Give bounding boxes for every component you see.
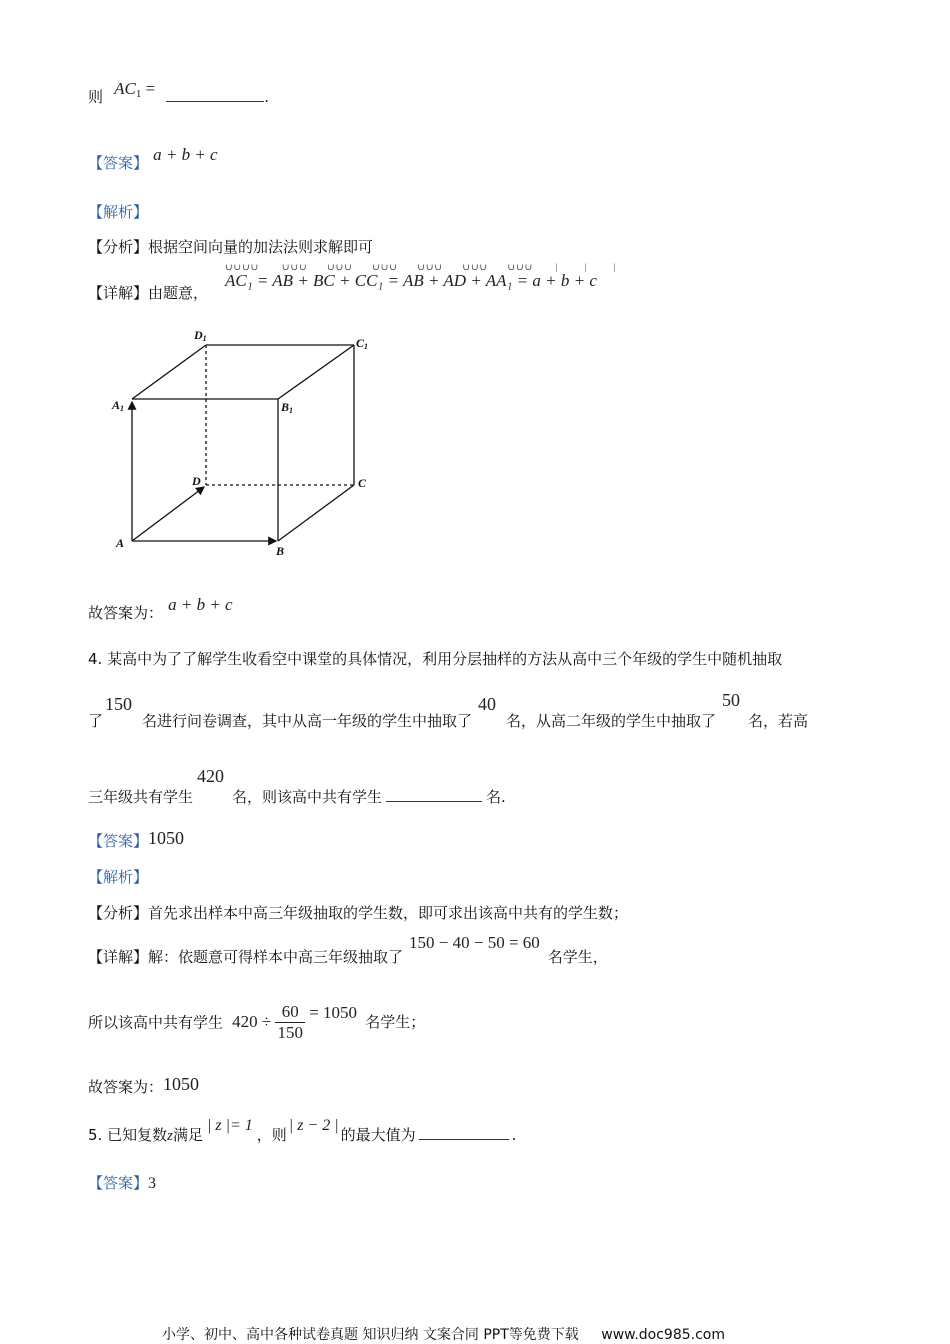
- q4-line2: 了150名进行问卷调查，其中从高一年级的学生中抽取了40名，从高二年级的学生中抽取了50名，若高: [88, 690, 809, 730]
- q4-answer: 1050: [148, 828, 185, 848]
- answer-tag: 【答案】: [88, 154, 149, 172]
- q5-line: 5. 已知复数z满足| z |= 1，则| z − 2 |的最大值为 .: [88, 1117, 517, 1144]
- fenxi-tag: 【分析】: [88, 238, 149, 256]
- q5-answer: 3: [148, 1175, 157, 1192]
- q4-n50: 50: [722, 690, 741, 710]
- answer-tag: 【答案】: [88, 1174, 149, 1192]
- edge-b-c: [278, 485, 354, 541]
- q5-condition: | z |= 1: [206, 1117, 253, 1134]
- fenxi-text: 首先求出样本中高三年级抽取的学生数，即可求出该高中共有的学生数；: [148, 904, 629, 922]
- label-d1: D1: [194, 328, 207, 343]
- q4-n40: 40: [478, 694, 497, 714]
- analysis-tag: 【解析】: [88, 203, 149, 221]
- q4-total-formula: 420 ÷ $\frac{60}{150}$ = 1050: [232, 1002, 358, 1042]
- q3-question-line: 则 $AC_1$ = .: [88, 79, 270, 106]
- detail-text: 解：依题意可得样本中高三年级抽取了: [148, 948, 404, 966]
- label-c1: C1: [356, 336, 369, 351]
- vector-ad: [132, 487, 204, 541]
- label-c: C: [358, 476, 367, 490]
- final-label: 故答案为：: [88, 604, 164, 622]
- label-b1: B1: [281, 400, 294, 415]
- q4-total-line: 所以该高中共有学生 420 ÷ $\frac{60}{150}$ = 1050 名学生；: [88, 1002, 426, 1042]
- page-footer: [162, 1324, 725, 1344]
- label-a: A: [116, 536, 125, 550]
- q3-prefix: 则: [88, 88, 104, 106]
- q4-fenxi-line: [88, 902, 628, 923]
- q4-answer-blank: [386, 787, 482, 802]
- analysis-tag: 【解析】: [88, 868, 149, 886]
- detail-text: 由题意，: [148, 284, 209, 302]
- q4-detail-line: 【详解】解：依题意可得样本中高三年级抽取了150 − 40 − 50 = 60名学生，: [88, 933, 608, 966]
- answer-tag: 【答案】: [88, 832, 149, 850]
- q3-expr: $AC_1$ =: [114, 79, 156, 100]
- q3-answer: a + b + c: [153, 145, 218, 164]
- footer-text: 小学、初中、高中各种试卷真题 知识归纳 文案合同 PPT等免费下载: [162, 1327, 579, 1343]
- q4-answer-line: [88, 830, 184, 851]
- q3-detail-formula: [225, 262, 616, 291]
- q5-answer-line: [88, 1172, 156, 1193]
- fenxi-text: 根据空间向量的加法法则求解即可: [148, 238, 374, 256]
- q4-n150: 150: [105, 694, 133, 714]
- detail-tag: 【详解】: [88, 284, 149, 302]
- detail-tag: 【详解】: [88, 948, 149, 966]
- label-d: D: [192, 474, 201, 488]
- q4-n420: 420: [197, 766, 225, 786]
- label-b: B: [276, 544, 285, 558]
- cube-figure: [110, 325, 390, 560]
- edge-a1-d1: [132, 345, 206, 399]
- q5-answer-blank: [419, 1125, 509, 1140]
- final-label: 故答案为：: [88, 1078, 164, 1096]
- edge-b1-c1: [278, 345, 354, 399]
- vector-arrow-marks: ∪∪∪∪ ∪∪∪ ∪∪∪ ∪∪∪ ∪∪∪ ∪∪∪ ∪∪∪ | | |: [225, 262, 617, 272]
- q3-final-answer: a + b + c: [168, 595, 233, 614]
- q3-detail-line: [88, 282, 208, 303]
- footer-url[interactable]: www.doc985.com: [601, 1327, 725, 1343]
- q4-final-line: [88, 1076, 199, 1097]
- fenxi-tag: 【分析】: [88, 904, 149, 922]
- q4-line3: 三年级共有学生420名，则该高中共有学生 名.: [88, 766, 506, 806]
- label-a1: A1: [112, 398, 125, 413]
- q3-answer-blank: [166, 87, 264, 102]
- q3-formula-text: AC₁ = AB + BC + CC₁ = AB + AD + AA₁ = a + b + c: [225, 271, 597, 290]
- q5-var-z: z: [167, 1128, 173, 1144]
- q4-fraction: $\frac{60}{150}$: [277, 1002, 303, 1042]
- q4-line1: 4. 某高中为了了解学生收看空中课堂的具体情况，利用分层抽样的方法从高中三个年级的学生中随机抽取: [88, 650, 783, 668]
- q5-expression: | z − 2 |: [288, 1117, 339, 1134]
- q3-answer-line: [88, 145, 218, 173]
- q4-detail-formula: 150 − 40 − 50 = 60: [409, 933, 540, 952]
- q3-fenxi-line: [88, 236, 373, 257]
- q3-final-line: [88, 595, 233, 623]
- q4-final-answer: 1050: [163, 1074, 200, 1094]
